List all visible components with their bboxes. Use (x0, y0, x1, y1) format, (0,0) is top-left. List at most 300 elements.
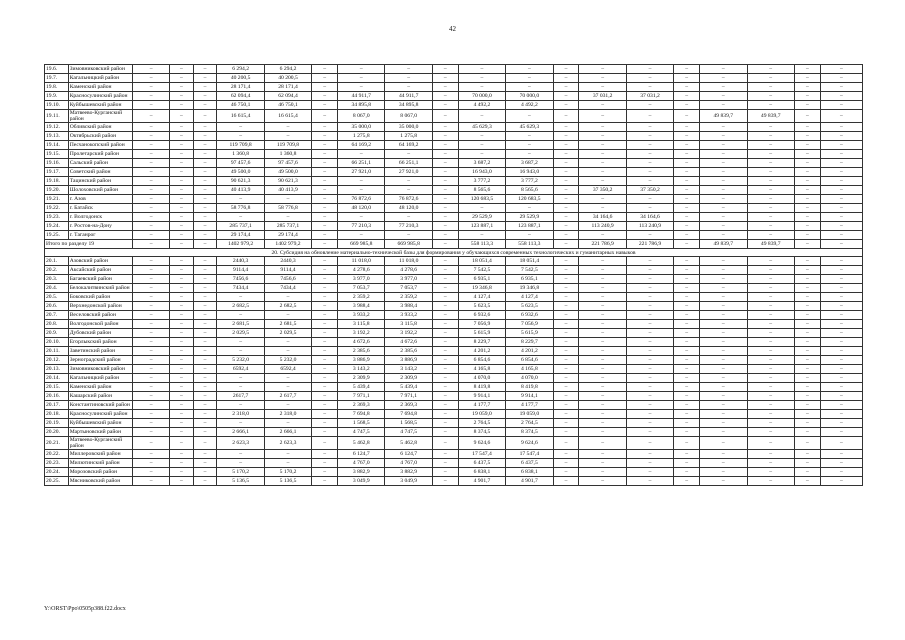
table-cell: – (579, 410, 626, 419)
row-number: 19.24. (45, 222, 69, 231)
table-cell: 27 921,0 (385, 168, 432, 177)
table-cell: – (133, 302, 170, 311)
table-cell: – (553, 419, 579, 428)
table-cell: 6 935,1 (506, 275, 553, 284)
table-cell: – (217, 311, 264, 320)
table-cell: – (170, 392, 194, 401)
table-cell: – (432, 392, 458, 401)
table-cell: – (794, 159, 820, 168)
table-cell: – (794, 168, 820, 177)
table-cell: – (553, 437, 579, 450)
table-cell: – (170, 275, 194, 284)
row-name: г. Батайск (68, 204, 133, 213)
table-cell: 4 747,5 (385, 428, 432, 437)
table-row (45, 365, 863, 374)
table-cell: – (217, 293, 264, 302)
table-cell: – (312, 83, 338, 92)
table-cell: – (432, 150, 458, 159)
table-cell: 6 437,5 (506, 459, 553, 468)
table-cell: 5 439,4 (338, 383, 385, 392)
table-cell: – (626, 266, 673, 275)
table-cell: – (579, 101, 626, 110)
table-cell: – (700, 329, 747, 338)
table-cell: – (700, 177, 747, 186)
table-cell: – (385, 65, 432, 74)
row-name: Мясниковский район (68, 477, 133, 486)
table-cell: 37 350,2 (626, 186, 673, 195)
table-cell: – (553, 383, 579, 392)
table-row (45, 132, 863, 141)
table-cell: – (312, 150, 338, 159)
table-cell: – (794, 338, 820, 347)
table-cell: – (700, 266, 747, 275)
table-cell: – (432, 83, 458, 92)
table-cell: – (747, 275, 794, 284)
table-cell: – (700, 257, 747, 266)
row-number: 19.21. (45, 195, 69, 204)
table-cell: – (626, 428, 673, 437)
table-cell: 4 165,8 (458, 365, 505, 374)
table-cell: – (553, 293, 579, 302)
table-cell: – (674, 275, 700, 284)
table-cell: – (133, 356, 170, 365)
table-cell: – (820, 222, 862, 231)
table-cell: – (820, 338, 862, 347)
table-cell: – (700, 428, 747, 437)
table-cell: – (193, 65, 217, 74)
table-cell: – (432, 284, 458, 293)
table-cell: 76 872,6 (338, 195, 385, 204)
table-cell: – (506, 83, 553, 92)
row-name: Миллеровский район (68, 450, 133, 459)
table-cell: – (312, 365, 338, 374)
table-cell: – (193, 83, 217, 92)
table-cell: – (820, 459, 862, 468)
table-cell: 285 737,1 (217, 222, 264, 231)
table-cell: – (170, 302, 194, 311)
table-cell: – (579, 392, 626, 401)
table-cell: – (193, 275, 217, 284)
table-cell: 76 872,6 (385, 195, 432, 204)
table-cell: – (700, 141, 747, 150)
table-cell: 5 462,8 (338, 437, 385, 450)
table-cell: – (264, 123, 311, 132)
table-cell: – (794, 83, 820, 92)
table-cell: – (700, 168, 747, 177)
table-cell: 4 278,6 (338, 266, 385, 275)
row-number: 20.17. (45, 401, 69, 410)
table-cell: – (579, 110, 626, 123)
table-cell: – (626, 275, 673, 284)
table-cell: – (506, 141, 553, 150)
row-name: Мартыновский район (68, 428, 133, 437)
table-cell: 16 615,4 (264, 110, 311, 123)
table-cell: – (579, 365, 626, 374)
table-cell: – (217, 374, 264, 383)
table-cell: – (553, 338, 579, 347)
table-cell: – (820, 266, 862, 275)
table-cell: – (553, 83, 579, 92)
table-cell: – (432, 177, 458, 186)
table-cell: – (432, 141, 458, 150)
table-cell: – (133, 257, 170, 266)
table-cell: – (193, 74, 217, 83)
table-cell: – (553, 459, 579, 468)
table-cell: – (747, 231, 794, 240)
table-cell: – (579, 195, 626, 204)
table-cell: 9 624,6 (506, 437, 553, 450)
table-cell: 8 374,5 (458, 428, 505, 437)
table-cell: – (170, 410, 194, 419)
row-number: 20.24. (45, 468, 69, 477)
row-number: 20.3. (45, 275, 69, 284)
table-row (45, 204, 863, 213)
table-cell: – (674, 132, 700, 141)
table-cell: 19 346,8 (506, 284, 553, 293)
table-cell: 77 210,3 (385, 222, 432, 231)
table-cell: – (312, 65, 338, 74)
table-cell: – (747, 186, 794, 195)
table-cell: – (553, 65, 579, 74)
table-row (45, 123, 863, 132)
table-cell: 4 901,7 (458, 477, 505, 486)
table-cell: 4 767,0 (338, 459, 385, 468)
table-cell: 16 615,4 (217, 110, 264, 123)
row-name: Каменский район (68, 83, 133, 92)
table-cell: 90 621,3 (264, 177, 311, 186)
row-name: Сальский район (68, 159, 133, 168)
table-cell: 3 933,2 (385, 311, 432, 320)
table-cell: – (312, 374, 338, 383)
table-cell: – (553, 150, 579, 159)
table-cell: – (794, 320, 820, 329)
table-cell: 4 127,4 (506, 293, 553, 302)
table-cell: – (133, 477, 170, 486)
table-cell: – (217, 347, 264, 356)
table-cell: 34 895,8 (385, 101, 432, 110)
table-cell: – (264, 311, 311, 320)
table-cell: – (747, 83, 794, 92)
table-cell: – (747, 92, 794, 101)
table-row (45, 231, 863, 240)
row-number: 20.25. (45, 477, 69, 486)
table-cell: – (674, 293, 700, 302)
table-cell: – (193, 257, 217, 266)
table-cell: 3 115,8 (385, 320, 432, 329)
table-row (45, 141, 863, 150)
table-cell: – (312, 213, 338, 222)
row-name: Куйбышевский район (68, 101, 133, 110)
table-cell: – (432, 329, 458, 338)
table-cell: – (794, 204, 820, 213)
table-cell: – (193, 204, 217, 213)
table-cell: – (626, 65, 673, 74)
table-cell: 5 232,0 (217, 356, 264, 365)
table-cell: – (626, 477, 673, 486)
table-cell: 4 201,2 (458, 347, 505, 356)
table-cell: – (626, 392, 673, 401)
table-cell: 558 113,3 (458, 240, 505, 249)
page-number: 42 (449, 25, 456, 33)
table-cell: – (794, 419, 820, 428)
table-cell: – (193, 141, 217, 150)
table-cell: – (217, 459, 264, 468)
row-name: Дубовский район (68, 329, 133, 338)
table-cell: – (579, 65, 626, 74)
table-cell: – (432, 293, 458, 302)
table-cell: – (820, 92, 862, 101)
table-cell: 45 629,3 (458, 123, 505, 132)
table-cell: – (747, 302, 794, 311)
table-cell: – (674, 329, 700, 338)
table-cell: 48 120,0 (385, 204, 432, 213)
table-cell: – (506, 132, 553, 141)
row-number: 20.13. (45, 365, 69, 374)
table-cell: – (747, 177, 794, 186)
table-cell: – (820, 231, 862, 240)
table-cell: – (170, 92, 194, 101)
table-cell: – (133, 168, 170, 177)
table-cell: – (312, 222, 338, 231)
table-cell: – (820, 275, 862, 284)
table-cell: – (553, 477, 579, 486)
table-cell: – (820, 257, 862, 266)
table-cell: – (193, 311, 217, 320)
table-cell: – (133, 383, 170, 392)
budget-table (44, 64, 863, 486)
row-name: Каменский район (68, 383, 133, 392)
table-cell: – (820, 365, 862, 374)
table-cell: – (820, 132, 862, 141)
table-cell: – (338, 150, 385, 159)
table-cell: – (312, 141, 338, 150)
table-cell: 113 240,9 (626, 222, 673, 231)
table-cell: – (553, 168, 579, 177)
table-cell: – (133, 419, 170, 428)
table-cell: – (193, 450, 217, 459)
table-cell: 119 709,8 (217, 141, 264, 150)
table-cell: 1 360,8 (264, 150, 311, 159)
table-cell: – (170, 195, 194, 204)
table-cell: – (193, 468, 217, 477)
table-cell: 123 887,1 (458, 222, 505, 231)
table-cell: – (193, 293, 217, 302)
table-cell: – (626, 320, 673, 329)
table-cell: – (674, 374, 700, 383)
table-cell: – (579, 123, 626, 132)
table-cell: 2 318,0 (264, 410, 311, 419)
table-cell: – (674, 320, 700, 329)
table-cell: – (794, 141, 820, 150)
table-cell: – (312, 428, 338, 437)
table-cell: – (820, 177, 862, 186)
table-cell: – (432, 356, 458, 365)
table-cell: 5 170,2 (264, 468, 311, 477)
table-cell: – (700, 284, 747, 293)
table-cell: – (170, 74, 194, 83)
table-cell: 3 143,2 (338, 365, 385, 374)
table-cell: – (170, 159, 194, 168)
table-cell: 5 462,8 (385, 437, 432, 450)
table-cell: – (553, 101, 579, 110)
table-cell: 9 914,1 (458, 392, 505, 401)
table-cell: – (794, 132, 820, 141)
row-name: Зимовниковский район (68, 365, 133, 374)
section-19-rows (45, 65, 863, 240)
table-cell: – (747, 311, 794, 320)
table-cell: – (674, 150, 700, 159)
table-cell: 2 029,5 (264, 329, 311, 338)
table-cell: – (432, 477, 458, 486)
table-cell: – (626, 459, 673, 468)
table-cell: – (820, 284, 862, 293)
table-cell: – (338, 177, 385, 186)
table-cell: – (553, 110, 579, 123)
table-cell: 558 113,3 (506, 240, 553, 249)
table-cell: 3 687,2 (506, 159, 553, 168)
table-cell: – (553, 186, 579, 195)
table-cell: – (579, 302, 626, 311)
table-cell: 7456,6 (217, 275, 264, 284)
table-cell: – (820, 186, 862, 195)
table-cell: 70 000,0 (506, 92, 553, 101)
table-cell: – (312, 311, 338, 320)
row-name: Егорлыкский район (68, 338, 133, 347)
table-cell: – (312, 383, 338, 392)
table-cell: – (579, 347, 626, 356)
table-cell: – (264, 347, 311, 356)
row-name: Морозовский район (68, 468, 133, 477)
table-cell: – (553, 302, 579, 311)
table-cell: – (700, 365, 747, 374)
table-cell: – (553, 141, 579, 150)
table-cell: – (626, 329, 673, 338)
table-cell: – (338, 213, 385, 222)
table-cell: – (700, 275, 747, 284)
table-cell: – (794, 293, 820, 302)
table-row (45, 311, 863, 320)
row-name: г. Азов (68, 195, 133, 204)
row-name: г. Ростов-на-Дону (68, 222, 133, 231)
table-cell: – (432, 101, 458, 110)
table-cell: – (432, 468, 458, 477)
table-cell: – (170, 365, 194, 374)
table-cell: – (170, 123, 194, 132)
table-cell: – (700, 302, 747, 311)
table-cell: 6 935,1 (458, 275, 505, 284)
table-cell: – (579, 83, 626, 92)
table-row (45, 356, 863, 365)
table-cell: 2 359,2 (385, 293, 432, 302)
table-cell: – (674, 410, 700, 419)
row-number: 19.12. (45, 123, 69, 132)
table-cell: – (747, 374, 794, 383)
table-row (45, 177, 863, 186)
table-cell: – (506, 150, 553, 159)
table-cell: – (312, 450, 338, 459)
table-cell: 11 018,0 (338, 257, 385, 266)
table-cell: – (217, 338, 264, 347)
table-cell: 37 031,2 (626, 92, 673, 101)
table-cell: 6 838,1 (506, 468, 553, 477)
table-cell: – (820, 383, 862, 392)
table-cell: 2 666,1 (217, 428, 264, 437)
table-cell: – (579, 459, 626, 468)
row-name: Верхнедонской район (68, 302, 133, 311)
table-cell: – (193, 477, 217, 486)
table-cell: – (794, 123, 820, 132)
table-cell: – (170, 110, 194, 123)
table-cell: 17 547,4 (458, 450, 505, 459)
row-name: Советский район (68, 168, 133, 177)
table-cell: – (820, 450, 862, 459)
table-cell: – (820, 329, 862, 338)
table-cell: – (794, 356, 820, 365)
table-cell: – (193, 132, 217, 141)
table-row (45, 266, 863, 275)
table-cell: – (626, 231, 673, 240)
table-cell: 7456,6 (264, 275, 311, 284)
table-cell: 4 672,6 (338, 338, 385, 347)
row-number: 19.22. (45, 204, 69, 213)
table-cell: 1 568,5 (338, 419, 385, 428)
table-cell: – (626, 123, 673, 132)
table-cell: – (170, 213, 194, 222)
table-cell: – (626, 365, 673, 374)
table-cell: – (794, 231, 820, 240)
table-cell: – (133, 150, 170, 159)
total-row (45, 240, 863, 249)
table-cell: – (170, 240, 194, 249)
row-name: Азовский район (68, 257, 133, 266)
row-number: 19.23. (45, 213, 69, 222)
table-cell: – (506, 204, 553, 213)
table-cell: – (193, 302, 217, 311)
row-number: 20.4. (45, 284, 69, 293)
table-cell: – (312, 347, 338, 356)
table-cell: – (700, 150, 747, 159)
table-cell: – (747, 150, 794, 159)
table-cell: 221 786,9 (579, 240, 626, 249)
table-cell: 4 767,0 (385, 459, 432, 468)
row-name: Матвеево-Курганский район (68, 437, 133, 450)
table-cell: 29 174,4 (217, 231, 264, 240)
table-cell: – (820, 240, 862, 249)
table-cell: 669 985,8 (385, 240, 432, 249)
table-cell: – (432, 311, 458, 320)
table-cell: – (385, 213, 432, 222)
table-cell: – (579, 401, 626, 410)
table-cell: – (553, 266, 579, 275)
table-cell: – (579, 257, 626, 266)
table-cell: – (217, 450, 264, 459)
table-cell: 19 059,0 (458, 410, 505, 419)
table-cell: 6 932,6 (458, 311, 505, 320)
table-cell: – (312, 168, 338, 177)
total-section-19 (45, 240, 863, 249)
table-row (45, 275, 863, 284)
table-cell: – (820, 374, 862, 383)
table-cell: – (553, 195, 579, 204)
table-cell: – (133, 65, 170, 74)
table-cell: – (579, 275, 626, 284)
table-cell: – (170, 374, 194, 383)
table-cell: 6 124,7 (385, 450, 432, 459)
row-number: 19.13. (45, 132, 69, 141)
table-row (45, 195, 863, 204)
table-cell: – (458, 83, 505, 92)
table-cell: – (193, 428, 217, 437)
